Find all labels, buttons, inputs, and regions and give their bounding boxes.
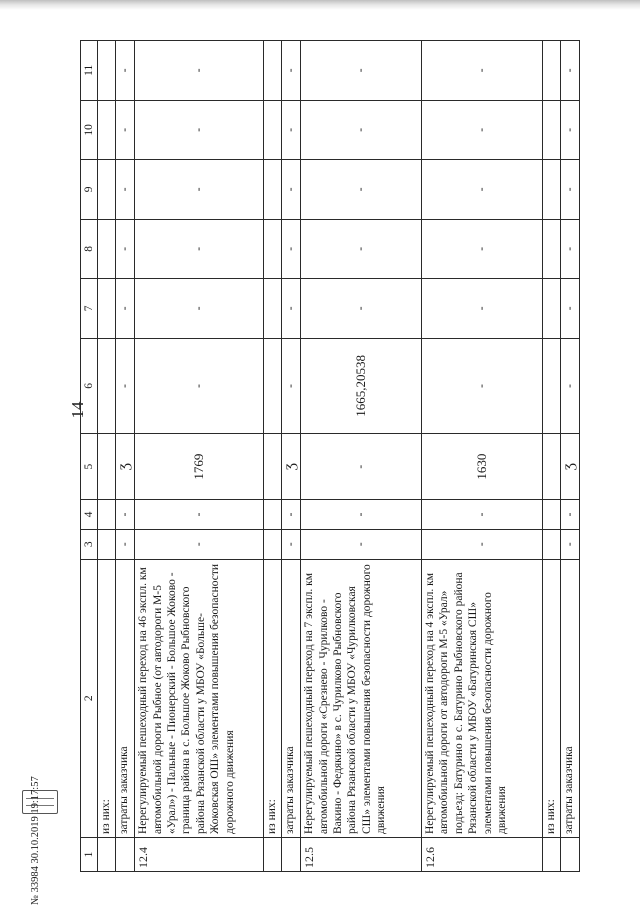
value-cell	[264, 219, 282, 279]
value-cell: -	[115, 160, 134, 220]
row-number-cell: 12.4	[135, 838, 264, 872]
value-cell: -	[281, 100, 300, 160]
value-cell: -	[422, 160, 543, 220]
column-header: 4	[81, 500, 98, 530]
value-cell	[264, 529, 282, 559]
description-cell: из них:	[264, 559, 282, 837]
rotated-table-container	[80, 40, 580, 872]
row-number-cell	[281, 838, 300, 872]
row-number-cell	[115, 838, 134, 872]
value-cell: -	[281, 338, 300, 434]
column-header: 8	[81, 219, 98, 279]
value-cell: -	[115, 529, 134, 559]
table-row	[301, 41, 422, 872]
description-cell: из них:	[98, 559, 116, 837]
column-header: 1	[81, 838, 98, 872]
column-header: 7	[81, 279, 98, 339]
description-cell: затраты заказчика	[115, 559, 134, 837]
value-cell	[543, 100, 561, 160]
value-cell: -	[301, 434, 422, 500]
value-cell	[543, 500, 561, 530]
table-row	[135, 41, 264, 872]
value-cell	[98, 338, 116, 434]
description-cell: Нерегулируемый пешеходный переход на 4 экспл. км автомобильной дороги от автодороги М-5 «Урал» подъезд: Батурино в с. Батурино Рыбновского района Рязанской области у МБОУ «Батуринская СШ» элементами повышения безопасности дорожного движения	[422, 559, 543, 837]
value-cell: Ʒ	[281, 434, 300, 500]
budget-table	[80, 40, 580, 872]
column-header: 6	[81, 338, 98, 434]
value-cell: -	[115, 100, 134, 160]
value-cell: -	[560, 529, 579, 559]
value-cell: -	[560, 160, 579, 220]
table-row	[281, 41, 300, 872]
value-cell: -	[301, 279, 422, 339]
value-cell: -	[135, 160, 264, 220]
value-cell	[543, 529, 561, 559]
value-cell: -	[422, 41, 543, 101]
value-cell: -	[115, 500, 134, 530]
value-cell	[98, 434, 116, 500]
column-header: 9	[81, 160, 98, 220]
value-cell: 1769	[135, 434, 264, 500]
column-header: 10	[81, 100, 98, 160]
value-cell: -	[560, 219, 579, 279]
value-cell: -	[135, 500, 264, 530]
value-cell	[543, 279, 561, 339]
value-cell: 1630	[422, 434, 543, 500]
value-cell: -	[560, 41, 579, 101]
column-header-row	[81, 41, 98, 872]
value-cell	[543, 41, 561, 101]
value-cell: -	[560, 500, 579, 530]
description-cell: затраты заказчика	[281, 559, 300, 837]
value-cell: -	[301, 41, 422, 101]
value-cell: -	[135, 338, 264, 434]
value-cell: -	[281, 219, 300, 279]
value-cell	[543, 338, 561, 434]
row-number-cell	[560, 838, 579, 872]
table-row	[264, 41, 282, 872]
value-cell: Ʒ	[560, 434, 579, 500]
value-cell	[264, 160, 282, 220]
value-cell	[98, 160, 116, 220]
column-header: 2	[81, 559, 98, 837]
value-cell	[264, 434, 282, 500]
column-header: 5	[81, 434, 98, 500]
value-cell: -	[115, 279, 134, 339]
description-cell: затраты заказчика	[560, 559, 579, 837]
row-number-cell	[543, 838, 561, 872]
description-cell: Нерегулируемый пешеходный переход на 46 экспл. км автомобильной дороги Рыбное (от автодороги М-5 «Урал») - Пальные - Пионерский - Большое Жоково - граница района в с. Большое Жоково Рыбновского района Рязанской области у МБОУ «Больше-Жоковская ОШ» элементами повышения безопасности дорожного движения	[135, 559, 264, 837]
value-cell	[543, 219, 561, 279]
value-cell	[98, 100, 116, 160]
value-cell: -	[422, 500, 543, 530]
row-number-cell	[264, 838, 282, 872]
value-cell	[98, 41, 116, 101]
table-row	[560, 41, 579, 872]
value-cell: -	[135, 219, 264, 279]
value-cell: -	[135, 529, 264, 559]
description-cell: из них:	[543, 559, 561, 837]
row-number-cell: 12.5	[301, 838, 422, 872]
value-cell	[264, 500, 282, 530]
registration-footer: № 33984 30.10.2019 19:17:57	[30, 776, 41, 905]
value-cell: -	[301, 219, 422, 279]
value-cell: -	[301, 529, 422, 559]
value-cell: -	[281, 529, 300, 559]
table-row	[543, 41, 561, 872]
description-cell: Нерегулируемый пешеходный переход на 7 экспл. км автомобильной дороги «Срезнево - Чурилково - Вакино - Федякино» в с. Чурилково Рыбновского района Рязанской области у МБОУ «Чурилковская СШ» элементами повышения безопасности дорожного движения	[301, 559, 422, 837]
value-cell	[98, 529, 116, 559]
value-cell: 1665,20538	[301, 338, 422, 434]
value-cell	[98, 500, 116, 530]
value-cell: -	[301, 500, 422, 530]
value-cell	[98, 219, 116, 279]
value-cell	[264, 100, 282, 160]
row-number-cell: 12.6	[422, 838, 543, 872]
value-cell: -	[135, 279, 264, 339]
value-cell: -	[115, 41, 134, 101]
value-cell: -	[135, 100, 264, 160]
scan-edge-shadow	[0, 0, 640, 10]
table-row	[422, 41, 543, 872]
table-row	[115, 41, 134, 872]
value-cell: Ʒ	[115, 434, 134, 500]
value-cell	[264, 41, 282, 101]
value-cell	[543, 434, 561, 500]
value-cell: -	[115, 338, 134, 434]
value-cell: -	[560, 279, 579, 339]
value-cell: -	[301, 160, 422, 220]
table-body	[98, 41, 580, 872]
value-cell: -	[281, 279, 300, 339]
value-cell	[264, 279, 282, 339]
value-cell: -	[422, 219, 543, 279]
value-cell: -	[135, 41, 264, 101]
column-header: 3	[81, 529, 98, 559]
page-number: 14	[68, 401, 87, 419]
value-cell	[98, 279, 116, 339]
value-cell: -	[560, 338, 579, 434]
value-cell: -	[422, 100, 543, 160]
value-cell: -	[281, 160, 300, 220]
value-cell: -	[281, 41, 300, 101]
value-cell: -	[560, 100, 579, 160]
value-cell: -	[301, 100, 422, 160]
value-cell: -	[422, 529, 543, 559]
value-cell	[264, 338, 282, 434]
table-row	[98, 41, 116, 872]
value-cell: -	[422, 338, 543, 434]
rotated-table-inner	[80, 40, 580, 872]
column-header: 11	[81, 41, 98, 101]
row-number-cell	[98, 838, 116, 872]
value-cell: -	[281, 500, 300, 530]
value-cell: -	[115, 219, 134, 279]
value-cell	[543, 160, 561, 220]
value-cell: -	[422, 279, 543, 339]
